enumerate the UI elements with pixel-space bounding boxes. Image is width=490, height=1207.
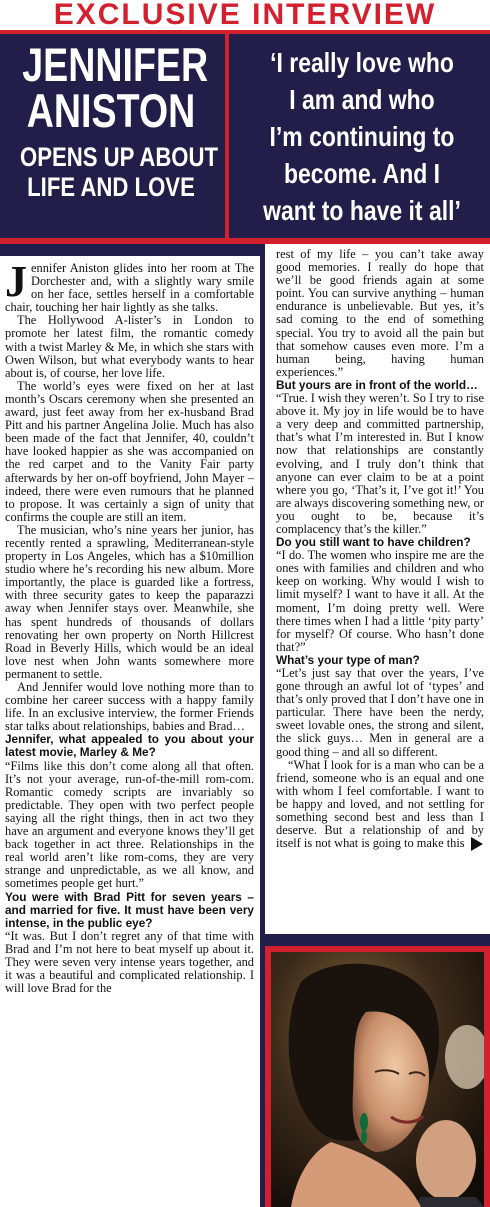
paragraph-text: The Hollywood A-lister’s in London to promote her latest film, the romantic comedy with a twist Marley & Me, in which she stars with Owen Wilson, but what everybody wants to hear about is, of course, her love life. [5, 313, 254, 380]
article-paragraph [276, 667, 484, 759]
pull-quote-line: become. And I [283, 158, 441, 189]
interview-question [5, 733, 254, 759]
continue-arrow-icon [471, 837, 483, 851]
paragraph-text: “It was. But I don’t regret any of that time with Brad and I’m not here to beat myself up about it. They were seven very intense years together, and it was a beautiful and complicated relationship. I will love Brad for the [5, 928, 254, 996]
headline-name-line1: JENNIFER [22, 38, 209, 91]
paragraph-text: But yours are in front of the world… [276, 377, 478, 392]
paragraph-text: “Films like this don’t come along all that often. It’s not your average, run-of-the-mill rom-com. Romantic comedy scripts are invariably so predictable. They open with two perfect people saying all the right things, then in act two they have an argument and everyone knows they’ll get back together in act three. Relationships in the real world aren’t like rom-coms, they are very strange and unpredictable, as we all know, and sometimes people get hurt.” [5, 758, 254, 891]
article-paragraph [5, 380, 254, 524]
paragraph-text: “What I look for is a man who can be a friend, someone who is an equal and one with whom I feel comfortable. I want to be happy and loved, and not settling for something second best and less than I deserve. But a relationship of and by itself is not what is going to make this [276, 757, 484, 851]
kicker-banner: EXCLUSIVE INTERVIEW [0, 0, 490, 30]
paragraph-text: The world’s eyes were fixed on her at last month’s Oscars ceremony when she presented an award, just feet away from her ex-husband Brad Pitt and his partner Angelina Jolie. Much has also been made of the fact that Jennifer, 40, couldn’t have looked happier as she was accompanied on the red carpet and to the Vanity Fair party afterwards by her on-off boyfriend, John Mayer – indeed, there were even rumours that he planned to propose. It was certainly a sign of unity that confirms the couple are still an item. [5, 378, 254, 524]
article-column-left [0, 256, 260, 1207]
pull-quote-line: ‘I really love who [270, 47, 454, 78]
article-paragraph [276, 392, 484, 536]
article-paragraph [5, 681, 254, 733]
paragraph-text: You were with Brad Pitt for seven years – and married for five. It must have been very intense, in the public eye? [5, 889, 254, 930]
paragraph-text: Do you still want to have children? [276, 535, 471, 550]
paragraph-text: Jennifer, what appealed to you about your latest movie, Marley & Me? [5, 732, 254, 760]
article-paragraph [276, 759, 484, 852]
paragraph-text: The musician, who’s nine years her junior, has recently rented a sprawling, Mediterranean-style property in Los Angeles, which has a $10million studio where he’s recording his new album. More importantly, the place is guarded like a fortress, with three security gates to keep the paparazzi away when Jennifer stays over. Meanwhile, she has spent hundreds of thousands of dollars renovating her own property on North Hillcrest Road in Beverly Hills, which would be an ideal love nest when John wants somewhere more permanent to settle. [5, 522, 254, 681]
headline-panel [0, 30, 490, 244]
headline-block [0, 38, 222, 202]
article-paragraph [5, 760, 254, 891]
article-paragraph [5, 314, 254, 379]
interview-question [5, 891, 254, 930]
paragraph-text: “I do. The women who inspire me are the ones with families and children and who keep on working. Why would I wish to limit myself? I want to have it all. At the moment, I’m doing pretty well. Were there times when I had a little ‘pity party’ for myself? Of course. Who hasn’t done that?” [276, 548, 484, 654]
paragraph-text: “True. I wish they weren’t. So I try to rise above it. My joy in life would be to have a very deep and committed partnership, that’s what I’m interested in. But I know now that relationships are constantly evolving, and I truly don’t think that anyone can ever claim to be at a point where you go, ‘That’s it, I’ve got it!’ You are always discovering something new, or you ought to be, because it’s complacency that’s the killer.” [276, 391, 484, 536]
pull-quote-line: want to have it all’ [263, 195, 461, 226]
article-paragraph [5, 930, 254, 995]
headline-sub-line1: OPENS UP ABOUT [19, 142, 219, 172]
paragraph-text: ennifer Aniston glides into her room at The Dorchester and, with a slightly wary smile on her face, settles herself in a comfortable chair, touching her hair lightly as she talks. [5, 261, 254, 315]
pull-quote-line: I am and who [289, 84, 435, 115]
photo-frame [265, 946, 490, 1207]
paragraph-text: And Jennifer would love nothing more than to combine her career success with a happy family life. In an exclusive interview, the former Friends star talks about relationships, babies and Brad… [5, 680, 254, 734]
paragraph-text: rest of my life – you can’t take away good memories. I really do hope that we’ll be good friends again at some point. You can survive anything – human endurance is unbelievable. But yes, it’s sad coming to the end of something special. You try to avoid all the pain but that somehow causes even more. I’m a human being, having human experiences.” [276, 247, 484, 379]
headline-name-line2: ANISTON [26, 84, 196, 137]
pull-quote-line: I’m continuing to [269, 121, 455, 152]
drop-cap: J [5, 257, 27, 306]
article-paragraph [276, 549, 484, 654]
header-divider [225, 34, 229, 238]
headline-sub-line2: LIFE AND LOVE [27, 172, 195, 202]
article-photo [271, 952, 484, 1207]
article-paragraph [276, 248, 484, 379]
article-column-right [265, 244, 490, 934]
article-paragraph [5, 257, 254, 315]
paragraph-text: What’s your type of man? [276, 652, 420, 667]
paragraph-text: “Let’s just say that over the years, I’ve gone through an awful lot of ‘types’ and that’s only proved that I don’t have one in particular. There have been the nerdy, sweet lovable ones, the strong and silent, the slick guys… Men in general are a good thing – and all so different. [276, 666, 484, 759]
pull-quote [234, 44, 490, 229]
article-paragraph [5, 524, 254, 681]
